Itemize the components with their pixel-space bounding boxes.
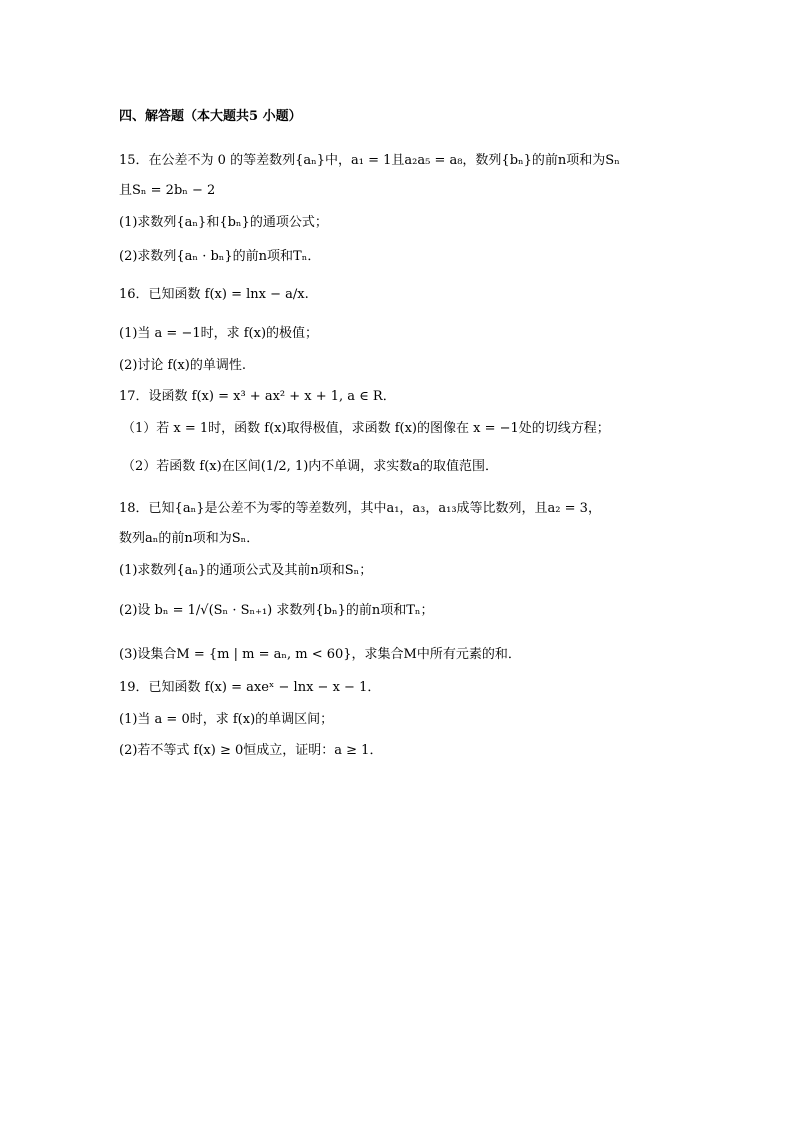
- problem-15-part-2: (2)求数列{aₙ · bₙ}的前n项和Tₙ．: [119, 249, 321, 264]
- problem-19-line-1: 19．已知函数 f(x) = axeˣ − lnx − x − 1．: [119, 680, 381, 695]
- problem-18-line-1: 18．已知{aₙ}是公差不为零的等差数列，其中a₁，a₃，a₁₃成等比数列，且a₂ = 3，: [119, 501, 601, 516]
- problem-15-line-1: 15．在公差不为 0 的等差数列{aₙ}中，a₁ = 1且a₂a₅ = a₈，数列{bₙ}的前n项和为Sₙ: [119, 153, 620, 168]
- problem-18-part-3: (3)设集合M = {m | m = aₙ, m < 60}，求集合M中所有元素的和．: [119, 647, 521, 662]
- problem-19-part-2: (2)若不等式 f(x) ≥ 0恒成立，证明：a ≥ 1．: [119, 743, 383, 758]
- problem-18-line-2: 数列aₙ的前n项和为Sₙ．: [119, 531, 260, 546]
- problem-15-part-1: (1)求数列{aₙ}和{bₙ}的通项公式；: [119, 215, 328, 230]
- problem-17-part-2: （2）若函数 f(x)在区间(1/2, 1)内不单调，求实数a的取值范围．: [122, 459, 499, 474]
- problem-17-part-1: （1）若 x = 1时，函数 f(x)取得极值，求函数 f(x)的图像在 x = −1处的切线方程；: [122, 421, 610, 436]
- problem-17-line-1: 17．设函数 f(x) = x³ + ax² + x + 1, a ∈ R．: [119, 389, 396, 404]
- problem-16-line-1: 16．已知函数 f(x) = lnx − a/x.: [119, 287, 309, 302]
- problem-18-part-2: (2)设 bₙ = 1/√(Sₙ · Sₙ₊₁) 求数列{bₙ}的前n项和Tₙ；: [119, 603, 434, 618]
- problem-18-part-1: (1)求数列{aₙ}的通项公式及其前n项和Sₙ；: [119, 563, 373, 578]
- section-title: 四、解答题（本大题共5 小题）: [119, 109, 302, 124]
- problem-15-line-2: 且Sₙ = 2bₙ − 2: [119, 183, 216, 198]
- problem-19-part-1: (1)当 a = 0时，求 f(x)的单调区间；: [119, 712, 334, 727]
- problem-16-part-2: (2)讨论 f(x)的单调性.: [119, 358, 246, 373]
- problem-16-part-1: (1)当 a = −1时，求 f(x)的极值；: [119, 326, 319, 341]
